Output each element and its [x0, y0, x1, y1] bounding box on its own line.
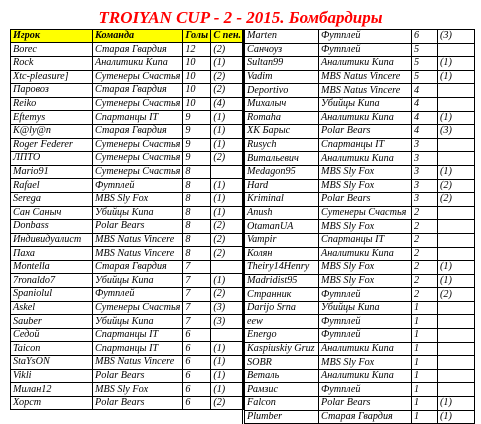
penalties-cell [438, 84, 475, 98]
player-cell: Deportivo [244, 84, 319, 98]
table-row [244, 369, 475, 383]
table-row [11, 301, 244, 315]
goals-cell: 2 [412, 288, 438, 302]
penalties-cell: (2) [211, 247, 244, 261]
goals-cell: 3 [412, 152, 438, 166]
goals-cell: 9 [183, 124, 211, 138]
penalties-cell: (2) [211, 396, 244, 410]
player-cell: SOBR [244, 356, 319, 370]
penalties-cell: (1) [438, 274, 475, 288]
table-row [244, 152, 475, 166]
goals-cell: 1 [412, 369, 438, 383]
goals-cell: 7 [183, 288, 211, 302]
player-cell: Михалыч [244, 97, 319, 111]
player-cell: ХК Барыс [244, 125, 319, 139]
team-cell: Аналитики Кипа [319, 152, 412, 166]
team-cell: Старая Гвардия [93, 124, 183, 138]
goals-cell: 8 [183, 165, 211, 179]
player-cell: Kriminal [244, 193, 319, 207]
player-cell: Веталь [244, 369, 319, 383]
goals-cell: 2 [412, 247, 438, 261]
penalties-cell: (1) [438, 57, 475, 71]
team-cell: MBS Natus Vincere [93, 356, 183, 370]
penalties-cell [438, 247, 475, 261]
table-row [11, 342, 244, 356]
player-cell: Plumber [244, 410, 319, 424]
team-cell: MBS Sly Fox [319, 261, 412, 275]
team-cell: Старая Гвардия [93, 260, 183, 274]
team-cell: MBS Sly Fox [319, 356, 412, 370]
goals-cell: 7 [183, 301, 211, 315]
penalties-cell [438, 342, 475, 356]
team-cell: Старая Гвардия [93, 84, 183, 98]
team-cell: Футплей [319, 288, 412, 302]
table-row [11, 56, 244, 70]
penalties-cell [438, 206, 475, 220]
team-cell: Футплей [93, 288, 183, 302]
player-cell: Taicon [11, 342, 93, 356]
goals-cell: 6 [183, 328, 211, 342]
team-cell: Убийцы Кипа [93, 315, 183, 329]
table-row [11, 315, 244, 329]
player-cell: Spaniolul [11, 288, 93, 302]
player-cell: Romaha [244, 111, 319, 125]
penalties-cell [438, 369, 475, 383]
goals-cell: 6 [412, 30, 438, 44]
player-cell: Anush [244, 206, 319, 220]
player-cell: Askel [11, 301, 93, 315]
player-cell: Паровоз [11, 84, 93, 98]
header-goals: Голы [183, 30, 211, 43]
goals-cell: 5 [412, 57, 438, 71]
penalties-cell: (1) [438, 261, 475, 275]
player-cell: Donbass [11, 220, 93, 234]
penalties-cell [438, 356, 475, 370]
player-cell: Рамзис [244, 383, 319, 397]
player-cell: Индивидуалист [11, 233, 93, 247]
penalties-cell [211, 260, 244, 274]
penalties-cell [438, 43, 475, 57]
goals-cell: 9 [183, 111, 211, 125]
player-cell: Санчоуз [244, 43, 319, 57]
player-cell: ЛПТО [11, 152, 93, 166]
table-row [11, 192, 244, 206]
player-cell: Hard [244, 179, 319, 193]
page-title: TROIYAN CUP - 2 - 2015. Бомбардиры [98, 8, 383, 27]
player-cell: OtamanUA [244, 220, 319, 234]
goals-cell: 4 [412, 111, 438, 125]
penalties-cell [438, 383, 475, 397]
goals-cell: 6 [183, 369, 211, 383]
goals-cell: 12 [183, 43, 211, 57]
penalties-cell: (1) [211, 383, 244, 397]
player-cell: Vampir [244, 233, 319, 247]
player-cell: Marten [244, 30, 319, 44]
player-cell: Montella [11, 260, 93, 274]
player-cell: Витальевич [244, 152, 319, 166]
table-row [11, 247, 244, 261]
table-row [244, 233, 475, 247]
goals-cell: 3 [412, 138, 438, 152]
table-row [244, 70, 475, 84]
penalties-cell: (1) [211, 179, 244, 193]
penalties-cell [438, 220, 475, 234]
penalties-cell: (1) [438, 397, 475, 411]
team-cell: Аналитики Кипа [319, 342, 412, 356]
goals-cell: 4 [412, 84, 438, 98]
table-row [244, 356, 475, 370]
goals-cell: 3 [412, 179, 438, 193]
penalties-cell: (2) [211, 84, 244, 98]
team-cell: Старая Гвардия [319, 410, 412, 424]
table-row [244, 125, 475, 139]
goals-cell: 3 [412, 193, 438, 207]
player-cell: Vikli [11, 369, 93, 383]
team-cell: Аналитики Кипа [93, 56, 183, 70]
player-cell: Милан12 [11, 383, 93, 397]
table-row [11, 356, 244, 370]
table-row [244, 57, 475, 71]
team-cell: Сутенеры Счастья [93, 165, 183, 179]
table-row [11, 206, 244, 220]
penalties-cell: (1) [211, 56, 244, 70]
header-penalties: С пен. [211, 30, 244, 43]
goals-cell: 1 [412, 410, 438, 424]
player-cell: Falcon [244, 397, 319, 411]
penalties-cell: (2) [211, 233, 244, 247]
player-cell: Sultan99 [244, 57, 319, 71]
player-cell: Roger Federer [11, 138, 93, 152]
penalties-cell: (1) [211, 206, 244, 220]
goals-cell: 8 [183, 233, 211, 247]
team-cell: Спартанцы IT [93, 111, 183, 125]
player-cell: Madridist95 [244, 274, 319, 288]
team-cell: MBS Sly Fox [93, 383, 183, 397]
table-row [11, 220, 244, 234]
team-cell: Аналитики Кипа [319, 369, 412, 383]
table-row [244, 165, 475, 179]
penalties-cell: (2) [211, 220, 244, 234]
team-cell: MBS Sly Fox [319, 220, 412, 234]
table-row [11, 179, 244, 193]
goals-cell: 9 [183, 152, 211, 166]
table-row [11, 274, 244, 288]
player-cell: Medagon95 [244, 165, 319, 179]
goals-cell: 6 [183, 356, 211, 370]
table-row [11, 383, 244, 397]
table-row [244, 111, 475, 125]
player-cell: Sauber [11, 315, 93, 329]
table-row [244, 193, 475, 207]
penalties-cell: (1) [211, 369, 244, 383]
team-cell: Футплей [319, 30, 412, 44]
team-cell: Старая Гвардия [93, 43, 183, 57]
player-cell: Колян [244, 247, 319, 261]
team-cell: Аналитики Кипа [319, 57, 412, 71]
scorers-table-right [242, 29, 475, 424]
goals-cell: 8 [183, 220, 211, 234]
penalties-cell: (3) [438, 30, 475, 44]
team-cell: Аналитики Кипа [319, 111, 412, 125]
table-row [11, 369, 244, 383]
team-cell: MBS Natus Vincere [93, 233, 183, 247]
team-cell: Сутенеры Счастья [93, 301, 183, 315]
player-cell: 7ronaldo7 [11, 274, 93, 288]
penalties-cell: (2) [438, 288, 475, 302]
table-row [11, 43, 244, 57]
penalties-cell: (2) [211, 288, 244, 302]
goals-cell: 10 [183, 97, 211, 111]
team-cell: Футплей [319, 315, 412, 329]
goals-cell: 1 [412, 315, 438, 329]
penalties-cell: (1) [438, 70, 475, 84]
team-cell: Убийцы Кипа [319, 301, 412, 315]
penalties-cell [438, 301, 475, 315]
table-row [244, 261, 475, 275]
goals-cell: 6 [183, 342, 211, 356]
penalties-cell: (1) [211, 124, 244, 138]
table-row [244, 220, 475, 234]
table-row [11, 288, 244, 302]
table-row [244, 97, 475, 111]
penalties-cell: (1) [211, 274, 244, 288]
team-cell: Спартанцы IT [93, 328, 183, 342]
player-cell: Сан Саныч [11, 206, 93, 220]
penalties-cell [438, 315, 475, 329]
penalties-cell: (3) [438, 125, 475, 139]
team-cell: Polar Bears [93, 369, 183, 383]
penalties-cell: (1) [211, 138, 244, 152]
player-cell: eew [244, 315, 319, 329]
penalties-cell: (2) [211, 70, 244, 84]
team-cell: Убийцы Кипа [93, 206, 183, 220]
penalties-cell [438, 233, 475, 247]
table-row [244, 288, 475, 302]
table-row [244, 342, 475, 356]
penalties-cell [438, 329, 475, 343]
player-cell: Паха [11, 247, 93, 261]
team-cell: Polar Bears [319, 125, 412, 139]
player-cell: Borec [11, 43, 93, 57]
team-cell: Спартанцы IT [319, 233, 412, 247]
penalties-cell [211, 165, 244, 179]
table-row [11, 165, 244, 179]
player-cell: Vadim [244, 70, 319, 84]
goals-cell: 10 [183, 70, 211, 84]
table-row [244, 43, 475, 57]
penalties-cell: (1) [211, 356, 244, 370]
player-cell: Xtc-pleasure] [11, 70, 93, 84]
goals-cell: 4 [412, 125, 438, 139]
goals-cell: 2 [412, 274, 438, 288]
player-cell: Serega [11, 192, 93, 206]
penalties-cell [438, 138, 475, 152]
goals-cell: 1 [412, 397, 438, 411]
table-row [11, 138, 244, 152]
team-cell: Сутенеры Счастья [93, 138, 183, 152]
player-cell: K@ly@n [11, 124, 93, 138]
team-cell: Убийцы Кипа [93, 274, 183, 288]
team-cell: Сутенеры Счастья [93, 70, 183, 84]
table-row [11, 233, 244, 247]
table-header-row [11, 30, 244, 43]
team-cell: Сутенеры Счастья [93, 97, 183, 111]
table-row [244, 206, 475, 220]
goals-cell: 7 [183, 315, 211, 329]
penalties-cell [438, 97, 475, 111]
team-cell: Аналитики Кипа [319, 247, 412, 261]
team-cell: Убийцы Кипа [319, 97, 412, 111]
table-row [244, 30, 475, 44]
table-row [11, 260, 244, 274]
player-cell: Mario91 [11, 165, 93, 179]
goals-cell: 8 [183, 192, 211, 206]
team-cell: MBS Natus Vincere [319, 84, 412, 98]
player-cell: Eftemys [11, 111, 93, 125]
goals-cell: 5 [412, 70, 438, 84]
scorers-table-left [10, 29, 244, 410]
penalties-cell: (1) [438, 165, 475, 179]
table-row [11, 97, 244, 111]
goals-cell: 7 [183, 274, 211, 288]
penalties-cell: (3) [211, 301, 244, 315]
penalties-cell: (1) [211, 342, 244, 356]
team-cell: MBS Sly Fox [319, 179, 412, 193]
team-cell: Polar Bears [93, 396, 183, 410]
goals-cell: 1 [412, 383, 438, 397]
table-row [11, 124, 244, 138]
team-cell: Спартанцы IT [93, 342, 183, 356]
team-cell: Polar Bears [93, 220, 183, 234]
goals-cell: 10 [183, 84, 211, 98]
team-cell: Polar Bears [319, 193, 412, 207]
table-row [11, 70, 244, 84]
table-row [244, 274, 475, 288]
player-cell: Странник [244, 288, 319, 302]
team-cell: Футплей [93, 179, 183, 193]
player-cell: Rafael [11, 179, 93, 193]
penalties-cell: (1) [211, 192, 244, 206]
team-cell: Сутенеры Счастья [93, 152, 183, 166]
player-cell: Reiko [11, 97, 93, 111]
penalties-cell: (4) [211, 97, 244, 111]
team-cell: MBS Sly Fox [93, 192, 183, 206]
team-cell: Футплей [319, 329, 412, 343]
goals-cell: 2 [412, 206, 438, 220]
team-cell: MBS Natus Vincere [319, 70, 412, 84]
goals-cell: 3 [412, 165, 438, 179]
goals-cell: 1 [412, 301, 438, 315]
team-cell: MBS Natus Vincere [93, 247, 183, 261]
goals-cell: 8 [183, 247, 211, 261]
team-cell: Polar Bears [319, 397, 412, 411]
header-team: Команда [93, 30, 183, 43]
table-row [244, 315, 475, 329]
table-row [244, 179, 475, 193]
player-cell: Energo [244, 329, 319, 343]
player-cell: Седой [11, 328, 93, 342]
penalties-cell: (1) [438, 410, 475, 424]
penalties-cell: (2) [438, 193, 475, 207]
header-player: Игрок [11, 30, 93, 43]
penalties-cell [211, 328, 244, 342]
goals-cell: 2 [412, 261, 438, 275]
player-cell: Theiry14Henry [244, 261, 319, 275]
penalties-cell: (1) [211, 111, 244, 125]
team-cell: Сутенеры Счастья [319, 206, 412, 220]
team-cell: Спартанцы IT [319, 138, 412, 152]
penalties-cell: (2) [211, 43, 244, 57]
goals-cell: 1 [412, 356, 438, 370]
player-cell: Rock [11, 56, 93, 70]
goals-cell: 1 [412, 342, 438, 356]
table-row [11, 396, 244, 410]
goals-cell: 8 [183, 206, 211, 220]
penalties-cell: (2) [438, 179, 475, 193]
table-row [244, 247, 475, 261]
table-row [244, 138, 475, 152]
goals-cell: 6 [183, 383, 211, 397]
table-row [11, 111, 244, 125]
goals-cell: 9 [183, 138, 211, 152]
goals-cell: 5 [412, 43, 438, 57]
table-row [244, 383, 475, 397]
player-cell: Kaspiuskiy Gruz [244, 342, 319, 356]
penalties-cell: (3) [211, 315, 244, 329]
table-row [244, 301, 475, 315]
player-cell: Darijo Srna [244, 301, 319, 315]
penalties-cell: (2) [211, 152, 244, 166]
goals-cell: 7 [183, 260, 211, 274]
table-row [244, 410, 475, 424]
penalties-cell [438, 152, 475, 166]
table-row [11, 328, 244, 342]
goals-cell: 10 [183, 56, 211, 70]
table-row [11, 152, 244, 166]
goals-cell: 1 [412, 329, 438, 343]
goals-cell: 4 [412, 97, 438, 111]
team-cell: Футплей [319, 43, 412, 57]
penalties-cell: (1) [438, 111, 475, 125]
table-row [11, 84, 244, 98]
goals-cell: 2 [412, 233, 438, 247]
table-row [244, 84, 475, 98]
table-row [244, 329, 475, 343]
team-cell: MBS Sly Fox [319, 274, 412, 288]
goals-cell: 8 [183, 179, 211, 193]
player-cell: Хорст [11, 396, 93, 410]
table-row [244, 397, 475, 411]
player-cell: Rusych [244, 138, 319, 152]
team-cell: MBS Sly Fox [319, 165, 412, 179]
goals-cell: 6 [183, 396, 211, 410]
goals-cell: 2 [412, 220, 438, 234]
player-cell: StaYsON [11, 356, 93, 370]
team-cell: Футплей [319, 383, 412, 397]
